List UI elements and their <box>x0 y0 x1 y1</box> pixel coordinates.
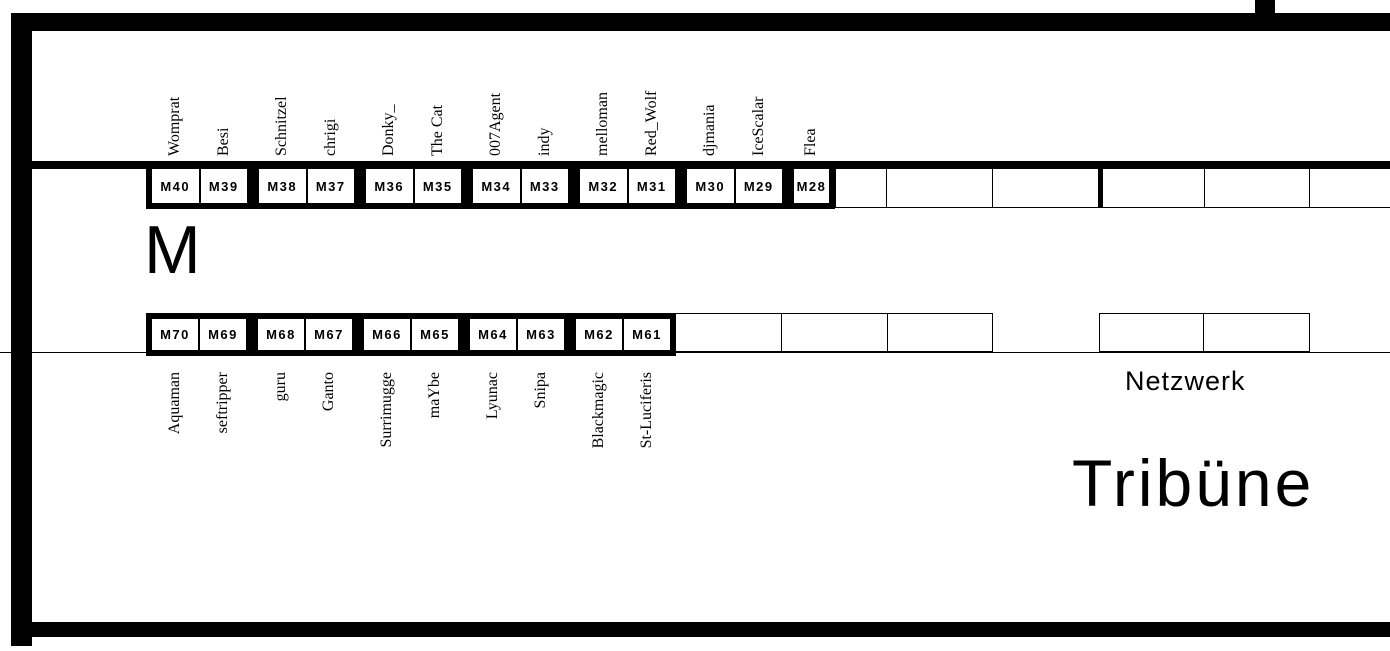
empty-seat-cell <box>993 168 1099 208</box>
seat-M66[interactable]: M66 <box>364 319 410 350</box>
area-label: M <box>144 212 201 288</box>
player-name-M70: Aquaman <box>166 372 183 435</box>
seat-M29[interactable]: M29 <box>734 169 783 203</box>
player-name-M35: The Cat <box>429 104 446 156</box>
seat-M67[interactable]: M67 <box>304 319 352 350</box>
seat-M39[interactable]: M39 <box>199 169 248 203</box>
empty-seat-cell <box>835 168 887 208</box>
player-name-M28: Flea <box>802 128 819 156</box>
stand-label: Tribüne <box>1072 446 1315 520</box>
seat-M70[interactable]: M70 <box>152 319 198 350</box>
seat-M61[interactable]: M61 <box>622 319 670 350</box>
player-name-M65: maYbe <box>426 372 443 419</box>
network-label: Netzwerk <box>1125 366 1246 396</box>
seat-table <box>360 163 467 209</box>
player-name-M66: Surrimugge <box>378 372 395 448</box>
seat-table <box>146 313 252 356</box>
seat-table <box>574 163 681 209</box>
seat-table <box>467 163 574 209</box>
player-name-M40: Womprat <box>166 96 183 156</box>
player-name-M68: guru <box>272 372 289 402</box>
empty-seat-cell <box>1204 313 1310 352</box>
seat-table <box>146 163 253 209</box>
seat-M68[interactable]: M68 <box>258 319 304 350</box>
wall-bottom <box>11 622 1390 637</box>
empty-seat-cell <box>1099 313 1204 352</box>
wall-left <box>11 13 32 646</box>
seat-M69[interactable]: M69 <box>198 319 246 350</box>
seat-M31[interactable]: M31 <box>627 169 676 203</box>
player-name-M39: Besi <box>215 127 232 156</box>
player-name-M33: indy <box>536 127 553 156</box>
empty-seat-cell <box>888 313 993 352</box>
empty-seat-cell <box>675 313 782 352</box>
player-name-M63: Snipa <box>532 372 549 409</box>
empty-seat-row <box>835 168 1390 208</box>
seat-M32[interactable]: M32 <box>580 169 627 203</box>
player-name-M34: 007Agent <box>487 92 504 156</box>
seat-M40[interactable]: M40 <box>152 169 199 203</box>
player-name-M64: Lyunac <box>484 372 501 420</box>
seat-M37[interactable]: M37 <box>306 169 355 203</box>
seat-M38[interactable]: M38 <box>259 169 306 203</box>
seat-M35[interactable]: M35 <box>413 169 462 203</box>
seat-table <box>358 313 464 356</box>
seat-table <box>788 163 835 209</box>
empty-seat-cell <box>1205 168 1310 208</box>
empty-seat-cell <box>887 168 993 208</box>
player-name-M32: melloman <box>594 92 611 156</box>
player-name-M36: Donky_ <box>380 104 397 156</box>
player-name-M69: seftripper <box>214 372 231 434</box>
seat-M28[interactable]: M28 <box>794 169 829 203</box>
seat-M65[interactable]: M65 <box>410 319 458 350</box>
empty-seat-row <box>1099 313 1310 352</box>
player-name-M38: Schnitzel <box>273 96 290 156</box>
player-name-M31: Red_Wolf <box>643 90 660 156</box>
seat-M36[interactable]: M36 <box>366 169 413 203</box>
seat-table <box>464 313 570 356</box>
player-name-M37: chrigi <box>322 118 339 156</box>
seat-table <box>681 163 788 209</box>
empty-seat-cell <box>1099 168 1205 208</box>
empty-seat-cell <box>782 313 888 352</box>
player-name-M29: IceScalar <box>750 96 767 156</box>
seat-table <box>570 313 676 356</box>
seat-M63[interactable]: M63 <box>516 319 564 350</box>
player-name-M67: Ganto <box>320 372 337 412</box>
seat-table <box>253 163 360 209</box>
seat-M64[interactable]: M64 <box>470 319 516 350</box>
wall-top <box>11 13 1390 31</box>
player-name-M62: Blackmagic <box>590 372 607 449</box>
seat-M34[interactable]: M34 <box>473 169 520 203</box>
player-name-M61: St-Luciferis <box>638 372 655 449</box>
player-name-M30: djmania <box>701 104 718 156</box>
empty-seat-cell <box>1310 168 1390 208</box>
empty-seat-row <box>675 313 993 352</box>
seat-M30[interactable]: M30 <box>687 169 734 203</box>
door-notch <box>1255 0 1275 14</box>
seat-M33[interactable]: M33 <box>520 169 569 203</box>
seat-table <box>252 313 358 356</box>
seat-M62[interactable]: M62 <box>576 319 622 350</box>
